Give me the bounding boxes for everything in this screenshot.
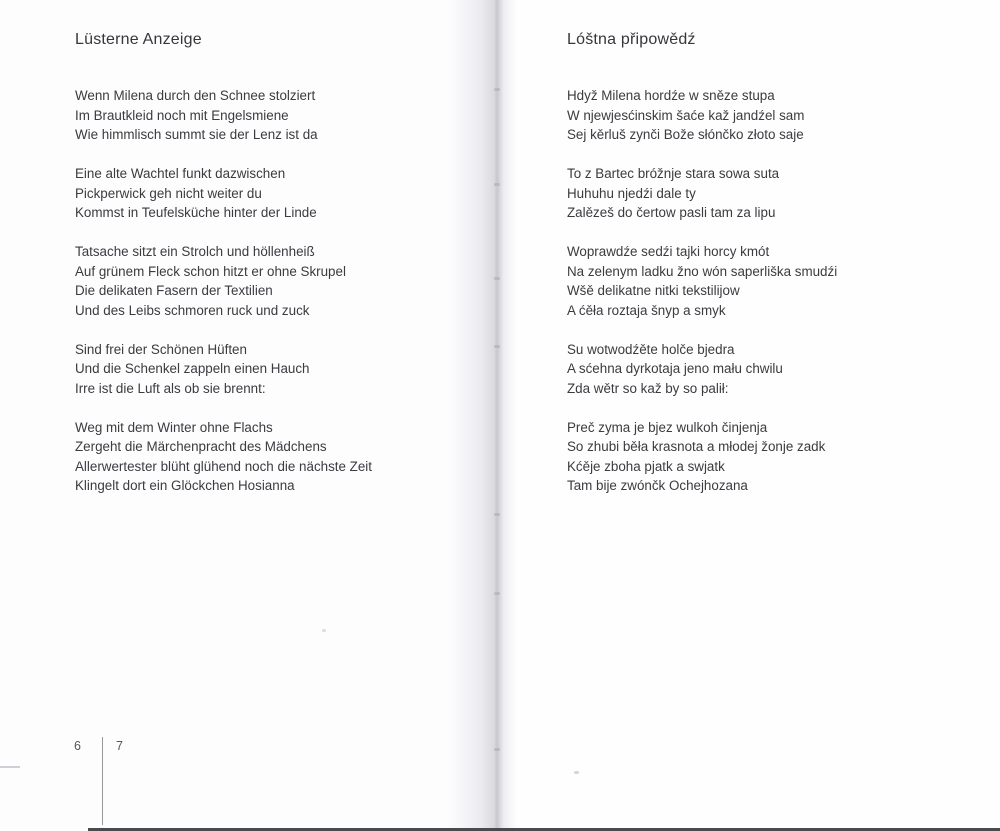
poem-line: Wenn Milena durch den Schnee stolziert <box>75 88 316 103</box>
poem-line: Irre ist die Luft als ob sie brennt: <box>75 380 266 396</box>
page-left <box>0 0 470 831</box>
poem-line: Eine alte Wachtel funkt dazwischen <box>75 166 286 181</box>
poem-line: Sej kěrluš zynči Bože słónčko złoto saje <box>567 127 804 142</box>
poem-line: A sćehna dyrkotaja jeno mału chwilu <box>567 361 783 376</box>
page-number-divider <box>102 737 103 825</box>
poem-line: Na zelenym ladku žno wón saperliška smudźi <box>567 263 838 279</box>
poem-line: Woprawdźe sedźi tajki horcy kmót <box>567 244 770 259</box>
page-right <box>516 0 1000 831</box>
page-number-left: 6 <box>74 739 81 753</box>
binding-thread-mark <box>494 513 500 516</box>
poem-line: Huhuhu njedźi dale ty <box>567 185 696 201</box>
poem-line: Weg mit dem Winter ohne Flachs <box>75 419 273 435</box>
poem-line: Und des Leibs schmoren ruck und zuck <box>75 302 310 318</box>
poem-line: Kommst in Teufelsküche hinter der Linde <box>75 205 317 220</box>
poem-title-sorbian: Lóštna připowědź <box>567 31 696 48</box>
poem-line: W njewjesćinskim šaće kaž jandźel sam <box>567 107 805 123</box>
binding-thread-mark <box>494 748 500 751</box>
poem-line: Und die Schenkel zappeln einen Hauch <box>75 361 310 376</box>
poem-sorbian <box>567 86 837 515</box>
poem-line: Su wotwodźěte holče bjedra <box>567 341 735 357</box>
stanza <box>75 86 372 145</box>
binding-thread-mark <box>494 183 500 186</box>
poem-line: Tam bije zwónčk Ochejhozana <box>567 478 748 493</box>
binding-thread-mark <box>494 592 500 595</box>
poem-german <box>75 86 372 515</box>
poem-line: Sind frei der Schönen Hüften <box>75 341 247 357</box>
scan-artifact <box>574 771 579 774</box>
poem-line: Tatsache sitzt ein Strolch und höllenheiß <box>75 244 315 259</box>
poem-line: Kćěje zboha pjatk a swjatk <box>567 458 725 474</box>
stanza <box>75 340 372 399</box>
stanza <box>567 164 837 223</box>
poem-line: Preč zyma je bjez wulkoh činjenja <box>567 419 768 435</box>
poem-line: Wšě delikatne nitki tekstilijow <box>567 283 740 298</box>
poem-line: Auf grünem Fleck schon hitzt er ohne Skrupel <box>75 263 346 279</box>
stanza <box>75 164 372 223</box>
scan-artifact <box>322 629 326 632</box>
poem-line: So zhubi běła krasnota a młodej žonje zadk <box>567 439 826 454</box>
stanza <box>75 242 372 320</box>
poem-line: A ćěła roztaja šnyp a smyk <box>567 302 726 318</box>
poem-title-german: Lüsterne Anzeige <box>75 31 202 48</box>
poem-line: Pickperwick geh nicht weiter du <box>75 185 262 201</box>
poem-line: Im Brautkleid noch mit Engelsmiene <box>75 107 289 123</box>
binding-thread-mark <box>494 277 500 280</box>
poem-line: Die delikaten Fasern der Textilien <box>75 283 273 298</box>
page-number-right: 7 <box>116 739 123 753</box>
poem-line: Zda wětr so kaž by so palił: <box>567 380 729 396</box>
poem-line: Wie himmlisch summt sie der Lenz ist da <box>75 127 318 142</box>
poem-line: To z Bartec bróžnje stara sowa suta <box>567 166 780 181</box>
poem-line: Allerwertester blüht glühend noch die nächste Zeit <box>75 458 373 474</box>
stanza <box>567 86 837 145</box>
poem-line: Hdyž Milena hordźe w sněze stupa <box>567 88 775 103</box>
poem-line: Zergeht die Märchenpracht des Mädchens <box>75 439 327 454</box>
poem-line: Zalězeš do čertow pasli tam za lipu <box>567 205 776 220</box>
binding-thread-mark <box>494 88 500 91</box>
scan-artifact <box>0 766 20 768</box>
stanza <box>567 418 837 496</box>
poem-line: Klingelt dort ein Glöckchen Hosianna <box>75 478 295 493</box>
binding-thread-mark <box>494 345 500 348</box>
stanza <box>567 242 837 320</box>
stanza <box>567 340 837 399</box>
stanza <box>75 418 372 496</box>
